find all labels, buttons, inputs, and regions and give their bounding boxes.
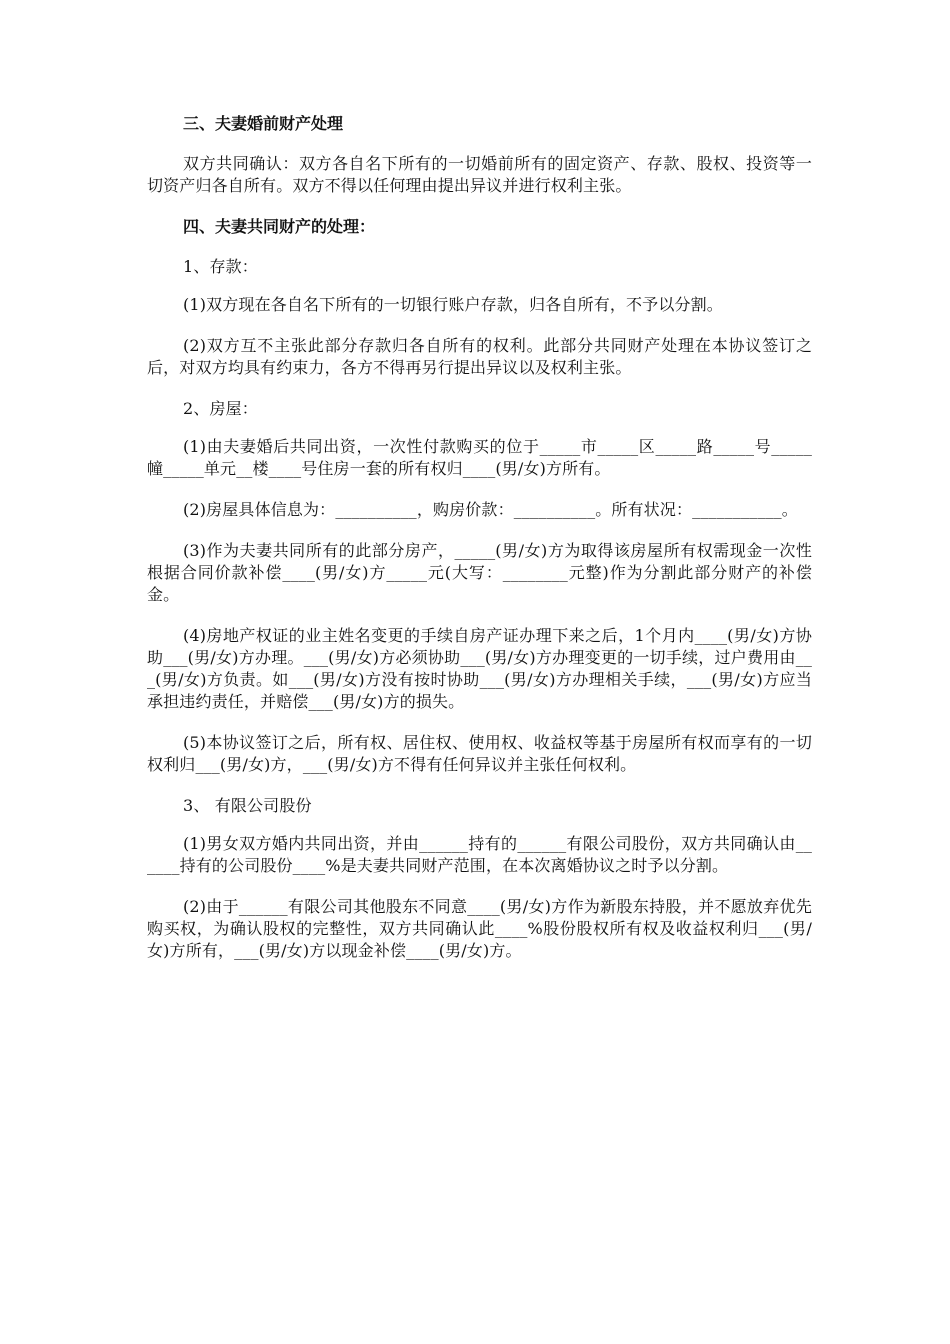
paragraph-prenuptial-confirmation: 双方共同确认：双方各自名下所有的一切婚前所有的固定资产、存款、股权、投资等一切资产归各自所有。双方不得以任何理由提出异议并进行权利主张。 bbox=[147, 154, 812, 195]
section-heading-joint-property: 四、夫妻共同财产的处理： bbox=[183, 217, 376, 236]
section-heading-prenuptial-property: 三、夫妻婚前财产处理 bbox=[183, 114, 344, 133]
paragraph-deposits-item-2: (2)双方互不主张此部分存款归各自所有的权利。此部分共同财产处理在本协议签订之后，对双方均具有约束力，各方不得再另行提出异议以及权利主张。 bbox=[147, 336, 812, 377]
paragraph-house-item-3: (3)作为夫妻共同所有的此部分房产，_____(男/女)方为取得该房屋所有权需现金一次性根据合同价款补偿____(男/女)方_____元(大写：________元整)作为分割此部分财产的补偿金。 bbox=[147, 541, 812, 604]
subheading-house: 2、房屋： bbox=[183, 399, 258, 418]
paragraph-house-item-2: (2)房屋具体信息为：__________，购房价款：__________。所有状况：___________。 bbox=[183, 500, 798, 519]
paragraph-house-item-4: (4)房地产权证的业主姓名变更的手续自房产证办理下来之后，1个月内____(男/女)方协助___(男/女)方办理。___(男/女)方必须协助___(男/女)方办理变更的一切手续，过户费用由___(男/女)方负责。如___(男/女)方没有按时协助___(男/女)方办理相关手续，___(男/女)方应当承担违约责任，并赔偿___(男/女)方的损失。 bbox=[147, 626, 812, 711]
paragraph-house-item-5: (5)本协议签订之后，所有权、居住权、使用权、收益权等基于房屋所有权而享有的一切权利归___(男/女)方，___(男/女)方不得有任何异议并主张任何权利。 bbox=[147, 733, 812, 774]
subheading-deposits: 1、存款： bbox=[183, 257, 258, 276]
paragraph-deposits-item-1: (1)双方现在各自名下所有的一切银行账户存款，归各自所有，不予以分割。 bbox=[183, 295, 723, 314]
subheading-company-shares: 3、 有限公司股份 bbox=[183, 796, 312, 815]
paragraph-shares-item-1: (1)男女双方婚内共同出资，并由______持有的______有限公司股份，双方共同确认由______持有的公司股份____%是夫妻共同财产范围，在本次离婚协议之时予以分割。 bbox=[147, 834, 812, 875]
paragraph-shares-item-2: (2)由于______有限公司其他股东不同意____(男/女)方作为新股东持股，并不愿放弃优先购买权，为确认股权的完整性，双方共同确认此____%股份股权所有权及收益权利归___(男/女)方所有，___(男/女)方以现金补偿____(男/女)方。 bbox=[147, 897, 812, 960]
paragraph-house-item-1: (1)由夫妻婚后共同出资，一次性付款购买的位于_____市_____区_____路_____号_____幢_____单元__楼____号住房一套的所有权归____(男/女)方所有。 bbox=[147, 437, 812, 478]
document-body bbox=[147, 113, 812, 981]
